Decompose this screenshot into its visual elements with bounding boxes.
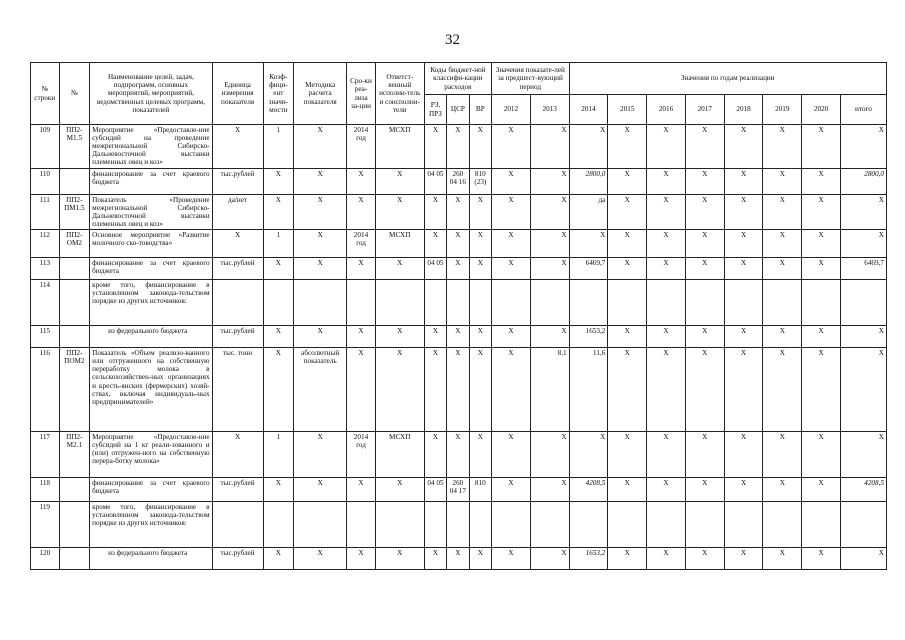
header-prev-period: Значения показате-лей за предшест-вующий период	[492, 63, 570, 95]
cell-method: Х	[294, 230, 347, 258]
cell-vr: Х	[469, 548, 491, 570]
cell-term: 2014 год	[347, 432, 376, 478]
cell-rz: 04 05	[424, 258, 446, 280]
cell-csr: Х	[447, 432, 469, 478]
cell-v2017: Х	[685, 326, 724, 348]
cell-v2017: Х	[685, 230, 724, 258]
cell-v2013: Х	[530, 125, 569, 169]
cell-v2016: Х	[647, 195, 686, 230]
cell-n: 110	[31, 169, 60, 195]
cell-term: Х	[347, 478, 376, 502]
table-row	[31, 548, 887, 570]
cell-v2016: Х	[647, 432, 686, 478]
header-2016: 2016	[647, 95, 686, 125]
cell-coef: Х	[263, 548, 294, 570]
cell-v2017: Х	[685, 195, 724, 230]
header-2017: 2017	[685, 95, 724, 125]
cell-n: 117	[31, 432, 60, 478]
cell-resp	[375, 280, 424, 326]
cell-v2019	[763, 280, 802, 326]
cell-csr	[447, 280, 469, 326]
cell-v2012: Х	[492, 258, 531, 280]
cell-v2015: Х	[608, 195, 647, 230]
cell-coef: 1	[263, 230, 294, 258]
cell-total: 2800,0	[840, 169, 886, 195]
cell-resp: МСХП	[375, 230, 424, 258]
cell-v2020: Х	[802, 169, 841, 195]
cell-term: Х	[347, 326, 376, 348]
cell-n: 109	[31, 125, 60, 169]
cell-name: из федерального бюджета	[90, 548, 212, 570]
cell-csr: Х	[447, 125, 469, 169]
cell-v2015: Х	[608, 548, 647, 570]
cell-resp	[375, 502, 424, 548]
cell-method: Х	[294, 548, 347, 570]
cell-total	[840, 502, 886, 548]
cell-vr: Х	[469, 125, 491, 169]
table-row	[31, 432, 887, 478]
cell-v2020: Х	[802, 432, 841, 478]
table-row	[31, 478, 887, 502]
cell-v2019: Х	[763, 169, 802, 195]
cell-v2013	[530, 280, 569, 326]
cell-code	[59, 326, 90, 348]
cell-resp: Х	[375, 195, 424, 230]
cell-v2015	[608, 280, 647, 326]
cell-rz: 04 05	[424, 478, 446, 502]
cell-v2018: Х	[724, 230, 763, 258]
cell-vr: Х	[469, 348, 491, 432]
cell-n: 111	[31, 195, 60, 230]
cell-total	[840, 280, 886, 326]
cell-v2012: Х	[492, 169, 531, 195]
cell-v2020	[802, 280, 841, 326]
cell-v2013: Х	[530, 169, 569, 195]
cell-coef: Х	[263, 169, 294, 195]
cell-v2012: Х	[492, 432, 531, 478]
header-rz: РЗ, ПРЗ	[424, 95, 446, 125]
cell-v2013	[530, 502, 569, 548]
cell-method: Х	[294, 326, 347, 348]
header-method: Методика расчета показателя	[294, 63, 347, 125]
cell-total: Х	[840, 548, 886, 570]
header-coef: Коэф-фици-ент значи-мости	[263, 63, 294, 125]
cell-n: 116	[31, 348, 60, 432]
cell-v2013: Х	[530, 258, 569, 280]
cell-unit: Х	[212, 125, 263, 169]
page-number: 32	[445, 32, 460, 48]
cell-code	[59, 502, 90, 548]
cell-n: 114	[31, 280, 60, 326]
cell-unit: тыс.рублей	[212, 478, 263, 502]
cell-v2014	[569, 502, 608, 548]
cell-v2016: Х	[647, 478, 686, 502]
cell-vr: 810 (23)	[469, 169, 491, 195]
cell-term	[347, 502, 376, 548]
cell-v2019: Х	[763, 258, 802, 280]
cell-rz	[424, 280, 446, 326]
cell-v2016: Х	[647, 348, 686, 432]
cell-v2012: Х	[492, 348, 531, 432]
cell-unit: да/нет	[212, 195, 263, 230]
cell-v2015: Х	[608, 230, 647, 258]
cell-vr: Х	[469, 195, 491, 230]
cell-v2014: 4208,5	[569, 478, 608, 502]
cell-resp: Х	[375, 326, 424, 348]
cell-v2013: Х	[530, 326, 569, 348]
cell-v2014: 2800,0	[569, 169, 608, 195]
cell-code: ПП2-ПОМ2	[59, 348, 90, 432]
cell-name: Основное мероприятие «Развитие молочного ско-товодства»	[90, 230, 212, 258]
cell-rz: Х	[424, 125, 446, 169]
cell-v2019: Х	[763, 195, 802, 230]
cell-v2017: Х	[685, 478, 724, 502]
cell-total: 6469,7	[840, 258, 886, 280]
header-2015: 2015	[608, 95, 647, 125]
table-row	[31, 348, 887, 432]
cell-term: 2014 год	[347, 125, 376, 169]
cell-name: Показатель «Объем реализо-ванного или отгруженного на собственную переработку молока в сельскохозяйствен-ных организациях и кресть-янских (фермерских) хозяй-ствах, включая индивидуаль-ных предпринимателей»	[90, 348, 212, 432]
cell-csr: 260 04 17	[447, 478, 469, 502]
header-unit: Единица измерения показателя	[212, 63, 263, 125]
cell-v2013: Х	[530, 478, 569, 502]
cell-unit: Х	[212, 230, 263, 258]
cell-rz: Х	[424, 230, 446, 258]
cell-vr: Х	[469, 258, 491, 280]
cell-method: Х	[294, 195, 347, 230]
table-row	[31, 280, 887, 326]
cell-v2012: Х	[492, 326, 531, 348]
cell-csr: Х	[447, 230, 469, 258]
table-row	[31, 195, 887, 230]
cell-csr: Х	[447, 326, 469, 348]
cell-v2017	[685, 280, 724, 326]
cell-v2019: Х	[763, 478, 802, 502]
cell-term: Х	[347, 169, 376, 195]
cell-n: 119	[31, 502, 60, 548]
cell-v2015: Х	[608, 258, 647, 280]
cell-v2015	[608, 502, 647, 548]
table-row	[31, 502, 887, 548]
cell-v2019	[763, 502, 802, 548]
cell-unit: тыс.рублей	[212, 326, 263, 348]
cell-code	[59, 280, 90, 326]
cell-name: финансирование за счет краевого бюджета	[90, 478, 212, 502]
cell-v2018: Х	[724, 195, 763, 230]
header-2013: 2013	[530, 95, 569, 125]
cell-term	[347, 280, 376, 326]
cell-method	[294, 280, 347, 326]
cell-vr: 810	[469, 478, 491, 502]
cell-total: Х	[840, 230, 886, 258]
cell-coef	[263, 502, 294, 548]
cell-term: Х	[347, 348, 376, 432]
cell-name: финансирование за счет краевого бюджета	[90, 169, 212, 195]
cell-n: 112	[31, 230, 60, 258]
cell-v2014: 6469,7	[569, 258, 608, 280]
cell-v2014: 1653,2	[569, 548, 608, 570]
cell-v2015: Х	[608, 326, 647, 348]
cell-v2016	[647, 502, 686, 548]
header-2019: 2019	[763, 95, 802, 125]
cell-code	[59, 169, 90, 195]
cell-total: 4208,5	[840, 478, 886, 502]
cell-resp: Х	[375, 169, 424, 195]
cell-v2015: Х	[608, 125, 647, 169]
cell-rz: Х	[424, 348, 446, 432]
cell-v2020: Х	[802, 548, 841, 570]
cell-v2012	[492, 502, 531, 548]
cell-v2013: Х	[530, 548, 569, 570]
cell-coef: Х	[263, 195, 294, 230]
cell-v2013: Х	[530, 230, 569, 258]
table-row	[31, 326, 887, 348]
cell-v2020	[802, 502, 841, 548]
cell-v2015: Х	[608, 169, 647, 195]
header-total: итого	[840, 95, 886, 125]
cell-code: ПП2-ПМ1.5	[59, 195, 90, 230]
cell-v2017: Х	[685, 548, 724, 570]
cell-name: из федерального бюджета	[90, 326, 212, 348]
cell-csr: Х	[447, 258, 469, 280]
cell-v2018	[724, 280, 763, 326]
cell-v2015: Х	[608, 432, 647, 478]
cell-name: Показатель «Проведение межрегиональной Сибирско-Дальневосточной выставки племенных овец и коз»	[90, 195, 212, 230]
cell-v2020: Х	[802, 195, 841, 230]
cell-v2019: Х	[763, 230, 802, 258]
header-csr: ЦСР	[447, 95, 469, 125]
cell-coef: Х	[263, 326, 294, 348]
cell-v2016: Х	[647, 125, 686, 169]
cell-unit	[212, 502, 263, 548]
cell-v2014	[569, 280, 608, 326]
cell-unit: тыс.рублей	[212, 258, 263, 280]
cell-csr: 260 04 16	[447, 169, 469, 195]
cell-v2015: Х	[608, 478, 647, 502]
header-name: Наименование целей, задач, подпрограмм, основных мероприятий, мероприятий, ведомственных целевых программ, показателей	[90, 63, 212, 125]
cell-total: Х	[840, 326, 886, 348]
cell-v2014: Х	[569, 125, 608, 169]
cell-name: финансирование за счет краевого бюджета	[90, 258, 212, 280]
cell-rz: Х	[424, 548, 446, 570]
cell-v2019: Х	[763, 548, 802, 570]
cell-coef: Х	[263, 478, 294, 502]
cell-v2013: 8,1	[530, 348, 569, 432]
table-row	[31, 125, 887, 169]
cell-coef: 1	[263, 125, 294, 169]
cell-v2012: Х	[492, 478, 531, 502]
cell-v2018: Х	[724, 478, 763, 502]
cell-v2016: Х	[647, 258, 686, 280]
cell-resp: Х	[375, 258, 424, 280]
cell-code	[59, 258, 90, 280]
cell-total: Х	[840, 432, 886, 478]
header-2014: 2014	[569, 95, 608, 125]
cell-unit: тыс.рублей	[212, 169, 263, 195]
table-row	[31, 258, 887, 280]
cell-coef	[263, 280, 294, 326]
cell-total: Х	[840, 125, 886, 169]
cell-vr: Х	[469, 432, 491, 478]
cell-v2019: Х	[763, 432, 802, 478]
cell-coef: 1	[263, 432, 294, 478]
cell-vr: Х	[469, 326, 491, 348]
cell-vr: Х	[469, 230, 491, 258]
cell-v2016	[647, 280, 686, 326]
cell-unit: тыс.рублей	[212, 548, 263, 570]
cell-csr: Х	[447, 548, 469, 570]
header-2012: 2012	[492, 95, 531, 125]
cell-rz: 04 05	[424, 169, 446, 195]
table-row	[31, 169, 887, 195]
cell-v2018: Х	[724, 548, 763, 570]
header-2018: 2018	[724, 95, 763, 125]
cell-term: Х	[347, 548, 376, 570]
cell-rz: Х	[424, 326, 446, 348]
cell-v2014: да	[569, 195, 608, 230]
cell-v2019: Х	[763, 326, 802, 348]
cell-resp: Х	[375, 478, 424, 502]
cell-code: ПП2-М2.1	[59, 432, 90, 478]
cell-name: кроме того, финансирование в установленном законода-тельством порядке из других источников:	[90, 280, 212, 326]
cell-resp: Х	[375, 348, 424, 432]
cell-term: Х	[347, 258, 376, 280]
cell-v2019: Х	[763, 348, 802, 432]
cell-v2012: Х	[492, 548, 531, 570]
cell-v2018: Х	[724, 258, 763, 280]
cell-v2016: Х	[647, 169, 686, 195]
cell-code	[59, 548, 90, 570]
header-years: Значения по годам реализации	[569, 63, 886, 95]
header-vr: ВР	[469, 95, 491, 125]
cell-term: 2014 год	[347, 230, 376, 258]
cell-total: Х	[840, 348, 886, 432]
cell-v2014: 11,6	[569, 348, 608, 432]
cell-method: Х	[294, 432, 347, 478]
cell-v2013: Х	[530, 195, 569, 230]
cell-v2019: Х	[763, 125, 802, 169]
cell-v2014: Х	[569, 230, 608, 258]
cell-unit	[212, 280, 263, 326]
cell-v2012: Х	[492, 125, 531, 169]
cell-method: абсолютный показатель	[294, 348, 347, 432]
cell-resp: МСХП	[375, 432, 424, 478]
header-responsible: Ответст-венный исполни-тель и соисполни-тели	[375, 63, 424, 125]
cell-v2018: Х	[724, 348, 763, 432]
cell-v2017: Х	[685, 348, 724, 432]
cell-v2018: Х	[724, 125, 763, 169]
cell-vr	[469, 502, 491, 548]
cell-code: ПП2-М1.5	[59, 125, 90, 169]
cell-resp: МСХП	[375, 125, 424, 169]
cell-n: 115	[31, 326, 60, 348]
cell-name: Мероприятие «Предоставле-ние субсидий на 1 кг реали-зованного и (или) отгружен-ного на собственную перера-ботку молока»	[90, 432, 212, 478]
cell-v2020: Х	[802, 258, 841, 280]
header-term: Сро-ки реа-лиза за-ции	[347, 63, 376, 125]
cell-v2018: Х	[724, 432, 763, 478]
cell-v2012: Х	[492, 195, 531, 230]
cell-v2016: Х	[647, 326, 686, 348]
cell-rz	[424, 502, 446, 548]
cell-v2017: Х	[685, 432, 724, 478]
cell-v2020: Х	[802, 230, 841, 258]
cell-code: ПП2-ОМ2	[59, 230, 90, 258]
cell-coef: Х	[263, 258, 294, 280]
program-table	[30, 62, 887, 570]
header-row-no: № строки	[31, 63, 60, 125]
cell-csr: Х	[447, 195, 469, 230]
cell-n: 118	[31, 478, 60, 502]
cell-coef: Х	[263, 348, 294, 432]
cell-rz: Х	[424, 195, 446, 230]
cell-v2012	[492, 280, 531, 326]
cell-v2020: Х	[802, 326, 841, 348]
cell-csr: Х	[447, 348, 469, 432]
header-2020: 2020	[802, 95, 841, 125]
cell-unit: Х	[212, 432, 263, 478]
cell-code	[59, 478, 90, 502]
cell-v2020: Х	[802, 348, 841, 432]
cell-v2020: Х	[802, 478, 841, 502]
cell-v2014: 1653,2	[569, 326, 608, 348]
cell-v2012: Х	[492, 230, 531, 258]
cell-v2018	[724, 502, 763, 548]
cell-v2016: Х	[647, 548, 686, 570]
cell-v2018: Х	[724, 326, 763, 348]
cell-rz: Х	[424, 432, 446, 478]
cell-method: Х	[294, 258, 347, 280]
cell-unit: тыс. тонн	[212, 348, 263, 432]
cell-v2013: Х	[530, 432, 569, 478]
cell-resp: Х	[375, 548, 424, 570]
cell-total: Х	[840, 195, 886, 230]
cell-v2018: Х	[724, 169, 763, 195]
cell-method	[294, 502, 347, 548]
cell-method: Х	[294, 125, 347, 169]
header-code: №	[59, 63, 90, 125]
cell-v2017: Х	[685, 258, 724, 280]
cell-name: Мероприятие «Предоставле-ние субсидий на проведение межрегиональной Сибирско-Дальневосточной выставки племенных овец и коз»	[90, 125, 212, 169]
cell-csr	[447, 502, 469, 548]
cell-method: Х	[294, 169, 347, 195]
cell-term: Х	[347, 195, 376, 230]
table-row	[31, 230, 887, 258]
cell-v2020: Х	[802, 125, 841, 169]
cell-v2014: Х	[569, 432, 608, 478]
cell-n: 120	[31, 548, 60, 570]
cell-v2017	[685, 502, 724, 548]
cell-v2017: Х	[685, 169, 724, 195]
header-budget-codes: Коды бюджет-ной классифи-кации расходов	[424, 63, 491, 95]
cell-v2015: Х	[608, 348, 647, 432]
cell-method: Х	[294, 478, 347, 502]
cell-v2016: Х	[647, 230, 686, 258]
cell-vr	[469, 280, 491, 326]
cell-n: 113	[31, 258, 60, 280]
cell-name: кроме того, финансирование в установленном законода-тельством порядке из других источников:	[90, 502, 212, 548]
cell-v2017: Х	[685, 125, 724, 169]
